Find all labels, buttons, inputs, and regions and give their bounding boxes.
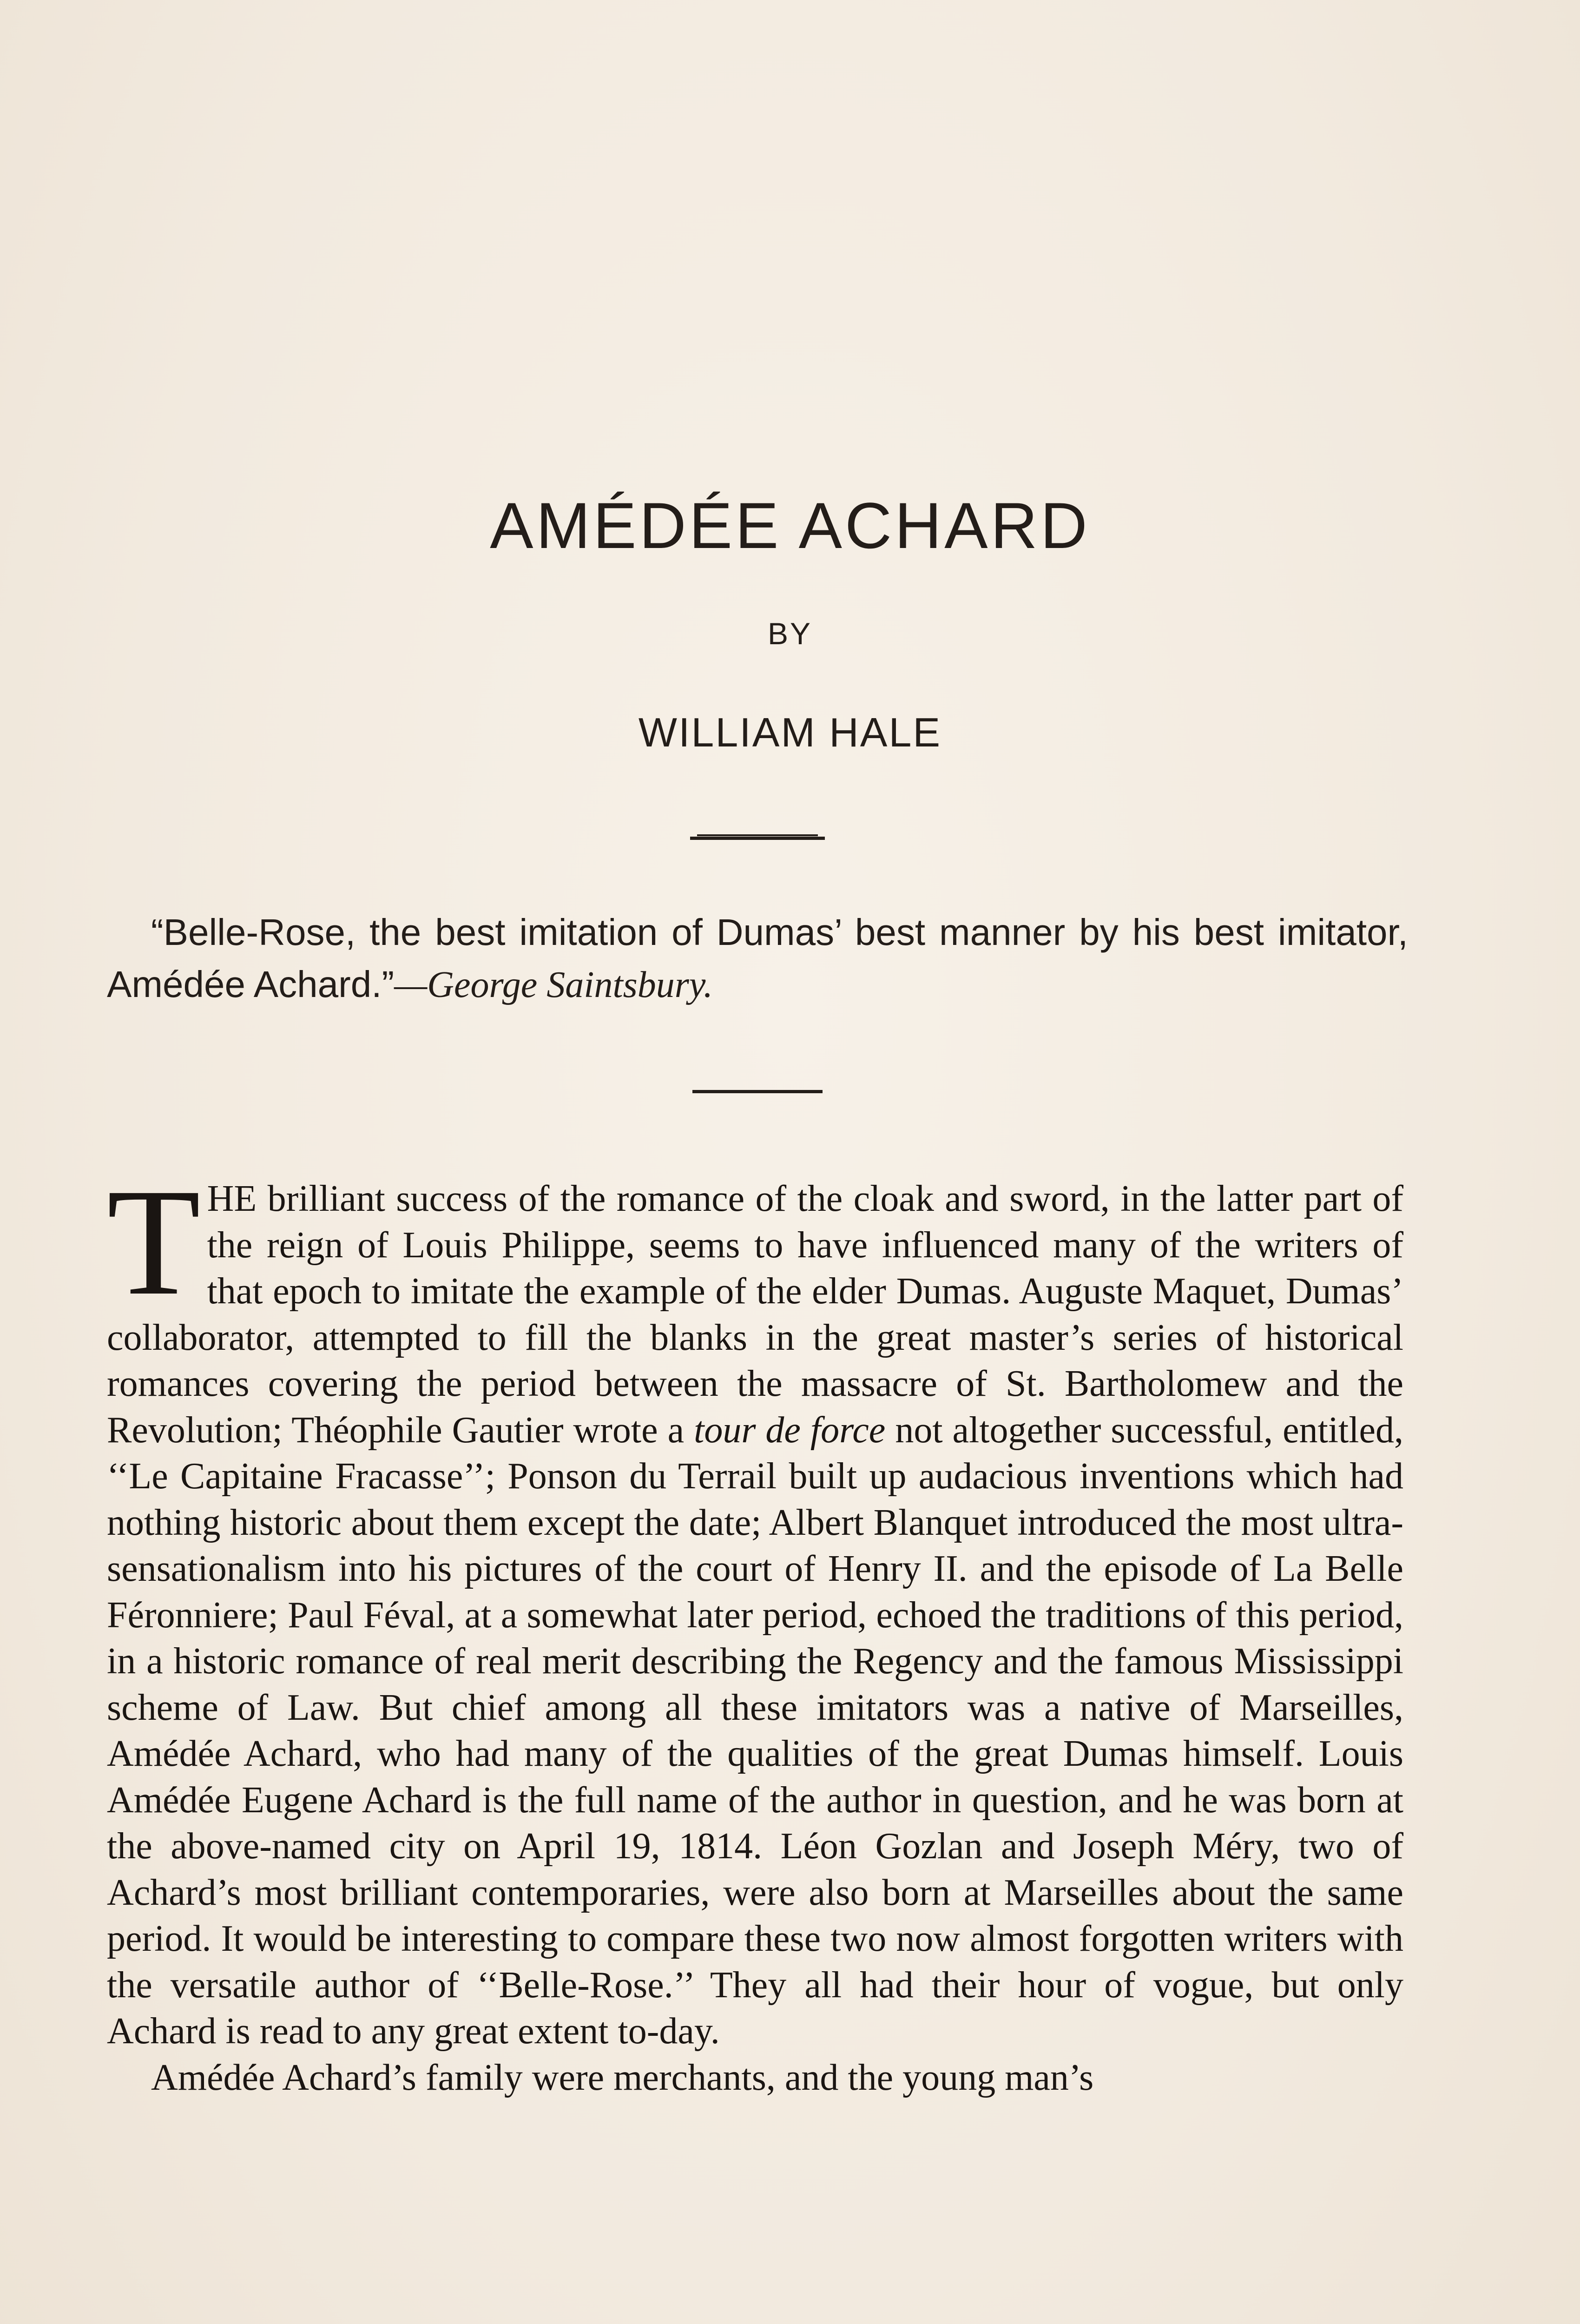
paragraph-2: Amédée Achard’s family were merchants, and the young man’s [151, 2057, 1094, 2098]
ornament-rule [690, 837, 825, 840]
epigraph-attribution: —George Saintsbury. [394, 964, 713, 1005]
page-title: AMÉDÉE ACHARD [490, 489, 1090, 562]
author-name: WILLIAM HALE [638, 709, 942, 755]
epigraph-quote: “Belle-Rose, the best imitation of Dumas’ best manner by his best imitator, Amédée Achard.” [107, 911, 1408, 1005]
byline: BY [767, 616, 813, 651]
article-body [107, 1157, 1404, 2101]
section-divider [692, 1090, 823, 1093]
paragraph-1-italic: tour de force [694, 1409, 886, 1451]
paragraph-1 [107, 1157, 1404, 2055]
paragraph-1-part-1: HE brilliant success of the romance of the cloak and sword, in the latter part of the reign of Louis Philippe, seems to have influenced many of the writers of that epoch to imitate the example of the elder Dumas. Auguste Maquet, Dumas’ collaborator, attempted to fill the blanks in the great master’s series of historical romances covering the period between the massacre of St. Bartholomew and the Revolution; Théophile Gautier wrote a [107, 1178, 1403, 1451]
drop-cap: T [107, 1157, 201, 1327]
epigraph [107, 906, 1408, 1011]
paragraph-1-part-2: not altogether successful, entitled, ‘‘Le Capitaine Fracasse’’; Ponson du Terrail built up audacious inventions which had nothing historic about them except the date; Albert Blanquet introduced the most ultra-sensationalism into his pictures of the court of Henry II. and the episode of La Belle Féronniere; Paul Féval, at a somewhat later period, echoed the traditions of this period, in a historic romance of real merit describing the Regency and the famous Mississippi scheme of Law. But chief among all these imitators was a native of Marseilles, Amédée Achard, who had many of the qualities of the great Dumas himself. Louis Amédée Eugene Achard is the full name of the author in question, and he was born at the above-named city on April 19, 1814. Léon Gozlan and Joseph Méry, two of Achard’s most brilliant contemporaries, were also born at Marseilles about the same period. It would be interesting to compare these two now almost forgotten writers with the versatile author of ‘‘Belle-Rose.’’ They all had their hour of vogue, but only Achard is read to any great extent to-day. [107, 1409, 1404, 2052]
ornament-rule-top [697, 834, 818, 836]
